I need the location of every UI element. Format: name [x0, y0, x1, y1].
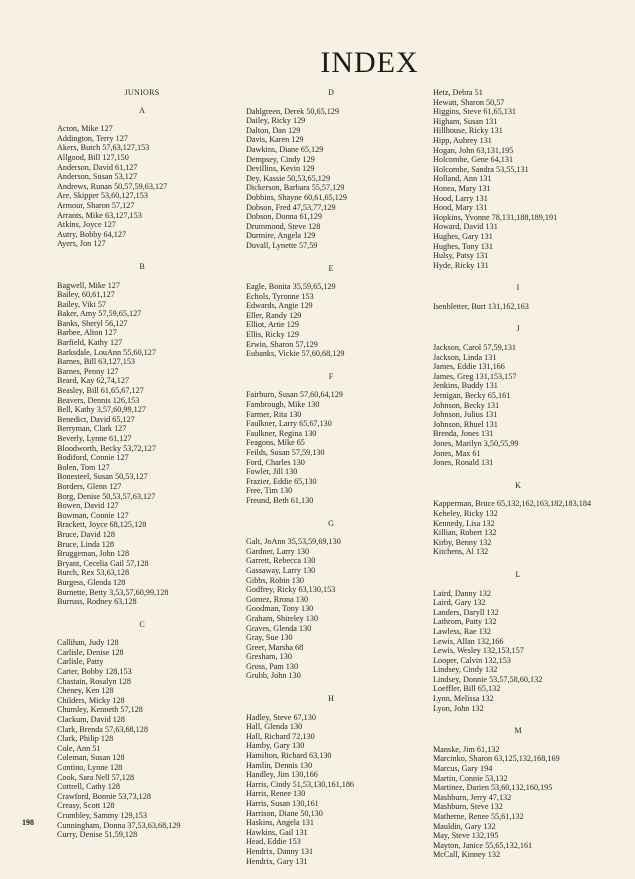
index-section: [246, 88, 431, 251]
index-entry: Faulkner, Regina 130: [246, 428, 317, 438]
index-entry: Handley, Jim 130,166: [246, 770, 318, 780]
index-entry: Cunningham, Donna 37,53,63,68,129: [57, 820, 181, 830]
index-entry: Hillhouse, Ricky 131: [433, 126, 503, 136]
index-section: [433, 283, 618, 311]
index-entry: Burnette, Betty 3,53,57,60,99,128: [57, 587, 169, 597]
index-entry: Haskins, Angela 131: [246, 818, 314, 828]
index-entry: Barnes, Bill 63,127,153: [57, 357, 136, 367]
index-entry: Jackson, Linda 131: [433, 352, 497, 362]
index-entry: Bodiford, Connie 127: [57, 453, 129, 463]
index-entry: Kitchens, Al 132: [433, 547, 489, 557]
index-entry: Godfrey, Ricky 63,130,153: [246, 585, 336, 595]
index-entry: Kirby, Benny 132: [433, 537, 492, 547]
index-entry: Jernigan, Becky 65,161: [433, 391, 511, 401]
index-entry: Creasy, Scott 128: [57, 801, 115, 811]
index-entry: Jackson, Carol 57,59,131: [433, 343, 517, 353]
index-entry: Anderson, David 61,127: [57, 162, 138, 172]
index-entry: Dawkins, Diane 65,129: [246, 144, 324, 154]
index-entry: Faulkner, Larry 65,67,130: [246, 419, 332, 429]
index-entry: Curry, Denise 51,59,128: [57, 830, 138, 840]
index-entry: Manske, Jim 61,132: [433, 744, 500, 754]
index-entry: Holcombe, Gene 64,131: [433, 155, 514, 165]
index-entry: Lyon, John 132: [433, 703, 484, 713]
index-entry: Hawkins, Gail 131: [246, 827, 308, 837]
index-entry: Clackum, David 128: [57, 715, 125, 725]
index-entry: Graves, Glenda 130: [246, 623, 312, 633]
index-entry: Crumbley, Sammy 129,153: [57, 810, 147, 820]
index-entry: James, Eddie 131,166: [433, 362, 505, 372]
index-entry: Hughes, Tony 131: [433, 241, 493, 251]
index-entry: Carlisle, Patty: [57, 657, 104, 667]
index-entry: Bonesteel, Susan 50,53,127: [57, 472, 148, 482]
index-entry: Honea, Mary 131: [433, 183, 491, 193]
index-entry: Chastain, Rosalyn 128: [57, 676, 131, 686]
index-entry: Hetz, Debra 51: [433, 88, 483, 97]
index-entry: Hall, Richard 72,130: [246, 731, 315, 741]
index-entry: Farmer, Rita 130: [246, 409, 302, 419]
index-entry: Are, Skipper 53,60,127,153: [57, 191, 148, 201]
index-entry: Dalton, Dan 129: [246, 125, 301, 135]
index-entry: Lindsey, Cindy 132: [433, 665, 498, 675]
index-entry: Howard, David 131: [433, 222, 498, 232]
index-entry: Fowler, Jill 130: [246, 467, 298, 477]
index-entry: Johnson, Becky 131: [433, 400, 500, 410]
index-entry: Keheley, Ricky 132: [433, 508, 498, 518]
index-entry: Dobson, Donna 61,129: [246, 212, 322, 222]
index-section: [246, 264, 431, 359]
index-section: [433, 481, 618, 557]
index-section: [433, 324, 618, 467]
index-entry: Lewis, Allan 132,166: [433, 636, 504, 646]
index-entry: Bailey, Viki 57: [57, 299, 107, 309]
index-entry: Erwin, Sharon 57,129: [246, 339, 318, 349]
index-entry: Beavers, Dennis 126,153: [57, 395, 140, 405]
index-entry: Gassaway, Larry 130: [246, 565, 316, 575]
index-entry: Addington, Terry 127: [57, 133, 128, 143]
index-entry: Brenda, Jones 131: [433, 429, 494, 439]
index-entry: Galt, JoAnn 35,53,59,69,130: [246, 537, 341, 547]
index-entry: Hood, Mary 131: [433, 203, 488, 213]
index-entry: Burruss, Rodney 63,128: [57, 597, 137, 607]
index-entry: Freund, Beth 61,130: [246, 495, 314, 505]
index-entry: Devillins, Kevin 129: [246, 164, 315, 174]
index-entry: Hamilton, Richard 63,130: [246, 751, 332, 761]
index-entry: Bryant, Cecelia Gail 57,128: [57, 558, 149, 568]
index-entry: Barbee, Alton 127: [57, 328, 117, 338]
section-letter: A: [139, 105, 145, 115]
index-entry: Andrews, Runan 50,57,59,63,127: [57, 181, 168, 191]
index-entry: Lynn, Melissa 132: [433, 694, 494, 704]
index-section: [57, 262, 242, 607]
index-entry: Barfield, Kathy 127: [57, 338, 123, 348]
index-entry: Hendrix, Danny 131: [246, 846, 314, 856]
index-entry: Clark, Philip 128: [57, 734, 114, 744]
index-section: [57, 106, 242, 249]
section-letter: I: [516, 283, 520, 293]
index-entry: Gray, Sue 130: [246, 633, 293, 643]
index-entry: Feagons, Mike 65: [246, 438, 305, 448]
index-entry: Greer, Marsha 68: [246, 642, 304, 652]
index-entry: Beard, Kay 62,74,127: [57, 376, 130, 386]
section-letter: L: [515, 569, 521, 579]
index-entry: Eller, Randy 129: [246, 310, 302, 320]
index-entry: Cole, Ann 51: [57, 743, 101, 753]
index-entry: Laird, Gary 132: [433, 598, 486, 608]
index-entry: Bell, Kathy 3,57,60,99,127: [57, 405, 146, 415]
index-entry: Hamlin, Dennis 130: [246, 760, 313, 770]
index-entry: Hulsy, Patsy 131: [433, 251, 489, 261]
index-entry: Cottrell, Cathy 128: [57, 782, 120, 792]
index-entry: Childers, Micky 128: [57, 695, 125, 705]
index-entry: Mayton, Janice 55,65,132,161: [433, 840, 533, 850]
index-entry: Jones, Max 61: [433, 448, 481, 458]
index-entry: Bowen, David 127: [57, 501, 119, 511]
index-entry: Martinez, Darien 53,60,132,160,195: [433, 783, 553, 793]
index-entry: Hopkins, Yvonne 78,131,188,189,191: [433, 212, 558, 222]
index-entry: Bruggeman, John 128: [57, 549, 130, 559]
index-entry: Chumley, Kenneth 57,128: [57, 705, 143, 715]
index-entry: Cook, Sara Nell 57,128: [57, 772, 135, 782]
index-entry: Graham, Shireley 130: [246, 613, 319, 623]
index-entry: Hall, Glenda 130: [246, 722, 303, 732]
index-entry: Gross, Pam 130: [246, 661, 299, 671]
index-entry: Hadley, Steve 67,130: [246, 712, 316, 722]
index-entry: Hewatt, Sharon 50,57: [433, 97, 505, 107]
index-entry: Fairburn, Susan 57,60,64,129: [246, 390, 343, 400]
index-entry: Harris, Cindy 51,53,130,161,186: [246, 779, 355, 789]
index-entry: Bagwell, Mike 127: [57, 280, 120, 290]
section-letter: K: [515, 480, 521, 490]
index-entry: James, Greg 131,153,157: [433, 371, 517, 381]
index-entry: Hood, Larry 131: [433, 193, 488, 203]
index-entry: Baker, Amy 57,59,65,127: [57, 309, 142, 319]
index-entry: Harrison, Diane 50,130: [246, 808, 323, 818]
index-entry: Allgood, Bill 127,150: [57, 152, 129, 162]
index-section: [57, 620, 242, 840]
index-entry: McCall, Kinney 132: [433, 850, 501, 860]
index-entry: Beverly, Lynne 61,127: [57, 434, 132, 443]
index-entry: Frazier, Eddie 65,130: [246, 476, 317, 486]
section-letter: F: [328, 371, 334, 381]
index-entry: Grubb, John 130: [246, 671, 301, 681]
index-entry: Edwards, Angie 129: [246, 301, 313, 311]
index-entry: Johnson, Rhuel 131: [433, 419, 498, 429]
section-letter: D: [328, 88, 334, 97]
juniors-subtitle: JUNIORS: [124, 88, 160, 97]
index-entry: Killian, Robert 132: [433, 528, 497, 538]
index-entry: Marcinko, Sharon 63,125,132,168,169: [433, 754, 560, 764]
index-entry: Bolen, Tom 127: [57, 462, 110, 472]
index-entry: Contino, Lynne 128: [57, 763, 123, 772]
index-entry: Gresham, 130: [246, 652, 292, 662]
index-entry: Atkins, Joyce 127: [57, 220, 116, 230]
section-letter: M: [514, 726, 522, 736]
index-entry: Burgess, Glenda 128: [57, 577, 126, 587]
index-entry: Head, Eddie 153: [246, 837, 301, 847]
index-entry: Matherne, Renee 55,61,132: [433, 812, 524, 821]
index-entry: Ayers, Jon 127: [57, 239, 106, 249]
index-entry: Dobson, Fred 47,53,77,129: [246, 202, 336, 212]
index-entry: Dickerson, Barbara 55,57,129: [246, 183, 345, 193]
index-entry: Mashburn, Jerry 47,132: [433, 792, 512, 802]
index-entry: Garrett, Rebecca 130: [246, 556, 316, 566]
index-entry: Lewis, Wesley 132,153,157: [433, 646, 524, 656]
index-entry: Kennedy, Lisa 132: [433, 518, 495, 528]
index-entry: Bowman, Connie 127: [57, 510, 129, 520]
index-entry: Jones, Ronald 131: [433, 458, 494, 468]
index-entry: Lathrom, Patty 132: [433, 617, 497, 627]
index-entry: Clark, Brenda 57,63,68,128: [57, 724, 148, 734]
index-entry: Benedict, David 65,127: [57, 414, 135, 424]
section-letter: G: [328, 518, 334, 528]
index-entry: Higgins, Steve 61,65,131: [433, 107, 517, 117]
section-letter: E: [328, 263, 334, 273]
index-entry: Free, Tim 130: [246, 486, 293, 496]
index-entry: Hughes, Gary 131: [433, 231, 493, 241]
index-entry: Lindsey, Donnie 53,57,58,60,132: [433, 674, 543, 684]
index-entry: Dempsey, Cindy 129: [246, 154, 315, 164]
section-letter: B: [139, 261, 145, 271]
index-entry: Harris, Susan 130,161: [246, 799, 319, 808]
index-entry: Looper, Calvin 132,153: [433, 655, 511, 665]
index-section: [246, 519, 431, 682]
index-section: [246, 372, 431, 506]
index-entry: Duvall, Lynette 57,59: [246, 240, 318, 250]
index-entry: Mauldin, Gary 132: [433, 821, 496, 831]
index-entry: Dobbins, Shayne 60,61,65,129: [246, 192, 347, 202]
index-entry: Coleman, Susan 128: [57, 753, 125, 763]
index-entry: Bailey, 60,61,127: [57, 290, 115, 300]
index-entry: Ellis, Ricky 129: [246, 330, 299, 340]
index-column-3: [433, 88, 618, 873]
index-entry: Gibbs, Robin 130: [246, 575, 305, 585]
index-entry: Echols, Tyronne 153: [246, 291, 314, 301]
section-letter: H: [328, 694, 334, 704]
index-entry: Borders, Glenn 127: [57, 481, 122, 491]
index-entry: Crawford, Bonnie 53,73,128: [57, 791, 151, 801]
index-entry: Banks, Sheryl 56,127: [57, 318, 128, 328]
index-column-2: [246, 88, 431, 879]
index-entry: Hipp, Aubrey 131: [433, 135, 492, 145]
index-entry: Barnes, Penny 127: [57, 366, 119, 376]
index-entry: Borg, Denise 50,53,57,63,127: [57, 491, 156, 501]
index-entry: Arrants, Mike 63,127,153: [57, 210, 142, 220]
index-entry: Burch, Rex 53,63,128: [57, 568, 130, 578]
index-entry: Kapperman, Bruce 65,132,162,163,182,183,184: [433, 499, 592, 509]
index-section: [433, 726, 618, 860]
index-section: [433, 570, 618, 713]
index-entry: Landers, Daryll 132: [433, 607, 499, 617]
index-entry: Lawless, Rae 132: [433, 626, 491, 636]
index-entry: Hendrix, Gary 131: [246, 856, 308, 866]
index-entry: Hyde, Ricky 131: [433, 260, 489, 270]
index-entry: Dahlgreen, Derek 50,65,129: [246, 106, 339, 116]
index-entry: Davis, Karen 129: [246, 135, 304, 145]
index-entry: Fambrough, Mike 130: [246, 400, 320, 410]
index-entry: Barksdale, LouAnn 55,60,127: [57, 347, 156, 357]
index-entry: Harris, Renee 130: [246, 789, 306, 799]
index-entry: Brackett, Joyce 68,125,128: [57, 520, 147, 530]
index-entry: Higham, Susan 131: [433, 116, 498, 126]
section-letter: C: [139, 619, 145, 629]
index-entry: Martin, Connie 53,132: [433, 773, 508, 783]
index-entry: Gomez, Rrona 130: [246, 594, 309, 604]
index-entry: Goodman, Tony 130: [246, 604, 314, 614]
index-entry: Acton, Mike 127: [57, 124, 113, 134]
index-entry: Laird, Danny 132: [433, 588, 491, 598]
index-entry: Isenbletter, Burt 131,162,163: [433, 301, 529, 311]
index-entry: Berryman, Clark 127: [57, 424, 127, 434]
index-entry: Callihan, Judy 128: [57, 638, 119, 648]
index-section: [246, 694, 431, 866]
index-entry: Eubanks, Vickie 57,60,68,129: [246, 349, 345, 359]
index-entry: Holcombe, Sandra 53,55,131: [433, 164, 529, 174]
index-entry: Holland, Ann 131: [433, 174, 492, 184]
index-entry: Drummond, Steve 128: [246, 221, 321, 231]
index-entry: Armour, Sharon 57,127: [57, 200, 135, 210]
page-title: INDEX: [320, 46, 419, 79]
index-entry: Bloodworth, Becky 53,72,127: [57, 443, 156, 453]
index-entry: Eagle, Bonita 35,59,65,129: [246, 282, 336, 292]
index-entry: May, Steve 132,195: [433, 831, 499, 841]
index-entry: Dailey, Ricky 129: [246, 116, 306, 126]
index-entry: Jenkins, Buddy 131: [433, 381, 498, 391]
index-entry: Bruce, David 128: [57, 529, 115, 539]
index-entry: Feilds, Susan 57,59,130: [246, 448, 325, 457]
index-entry: Mashburn, Steve 132: [433, 802, 503, 812]
index-column-1: [57, 88, 242, 853]
index-entry: Johnson, Julius 131: [433, 410, 498, 420]
index-entry: Loeffler, Bill 65,132: [433, 684, 501, 694]
index-entry: Bruce, Linda 128: [57, 539, 115, 549]
index-entry: Marcus, Gary 194: [433, 764, 493, 774]
index-entry: Beasley, Bill 61,65,67,127: [57, 386, 144, 396]
index-entry: Elliot, Artie 129: [246, 320, 299, 330]
index-entry: Carter, Bobby 128,153: [57, 667, 132, 677]
index-entry: Durmire, Angela 129: [246, 231, 316, 241]
index-entry: Carlisle, Denise 128: [57, 647, 124, 657]
index-entry: Hamby, Gary 130: [246, 741, 305, 751]
index-entry: Jones, Marilyn 3,50,55,99: [433, 439, 519, 448]
index-entry: Ford, Charles 130: [246, 457, 305, 467]
page-number: 198: [22, 818, 34, 827]
index-entry: Anderson, Susan 53,127: [57, 172, 138, 182]
index-entry: Cheney, Ken 128: [57, 686, 114, 696]
index-entry: Dey, Kassie 50,53,65,129: [246, 173, 331, 183]
index-entry: Gardner, Larry 130: [246, 546, 310, 556]
index-section: [433, 88, 618, 270]
index-entry: Akers, Butch 57,63,127,153: [57, 143, 150, 153]
index-entry: Hogan, John 63,131,195: [433, 145, 514, 155]
index-entry: Autry, Bobby 64,127: [57, 229, 127, 239]
section-letter: J: [516, 324, 520, 334]
